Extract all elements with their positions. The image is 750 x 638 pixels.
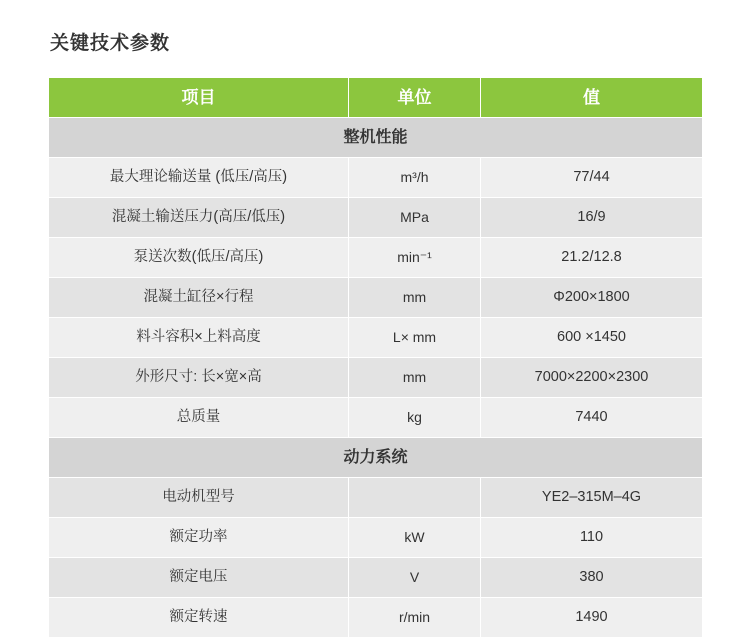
column-header-value: 值 <box>481 78 703 118</box>
table-section-row <box>49 438 703 478</box>
cell-item: 混凝土缸径×行程 <box>49 278 349 318</box>
table-body <box>49 118 703 638</box>
cell-item: 电动机型号 <box>49 478 349 518</box>
table-row <box>49 318 703 358</box>
table-section-label: 动力系统 <box>49 438 703 478</box>
cell-value: 21.2/12.8 <box>481 238 703 278</box>
cell-unit: kg <box>349 398 481 438</box>
cell-unit <box>349 478 481 518</box>
cell-unit: m³/h <box>349 158 481 198</box>
cell-item: 额定电压 <box>49 558 349 598</box>
cell-value: YE2–315M–4G <box>481 478 703 518</box>
cell-item: 料斗容积×上料高度 <box>49 318 349 358</box>
page-title: 关键技术参数 <box>50 33 171 54</box>
cell-value: Φ200×1800 <box>481 278 703 318</box>
cell-item: 额定功率 <box>49 518 349 558</box>
cell-unit: min⁻¹ <box>349 238 481 278</box>
cell-item: 总质量 <box>49 398 349 438</box>
cell-value: 77/44 <box>481 158 703 198</box>
cell-unit: mm <box>349 278 481 318</box>
column-header-unit: 单位 <box>349 78 481 118</box>
key-specifications-table <box>48 77 703 638</box>
table-section-label: 整机性能 <box>49 118 703 158</box>
cell-unit: L× mm <box>349 318 481 358</box>
table-header-row <box>49 78 703 118</box>
cell-unit: MPa <box>349 198 481 238</box>
cell-item: 泵送次数(低压/高压) <box>49 238 349 278</box>
table-row <box>49 478 703 518</box>
cell-unit: mm <box>349 358 481 398</box>
table-row <box>49 158 703 198</box>
cell-value: 380 <box>481 558 703 598</box>
table-row <box>49 198 703 238</box>
table-row <box>49 558 703 598</box>
table-row <box>49 238 703 278</box>
table-row <box>49 398 703 438</box>
cell-value: 16/9 <box>481 198 703 238</box>
cell-value: 7000×2200×2300 <box>481 358 703 398</box>
cell-item: 最大理论输送量 (低压/高压) <box>49 158 349 198</box>
cell-value: 1490 <box>481 598 703 638</box>
table-row <box>49 518 703 558</box>
cell-item: 外形尺寸: 长×宽×高 <box>49 358 349 398</box>
table-row <box>49 278 703 318</box>
cell-unit: r/min <box>349 598 481 638</box>
cell-unit: V <box>349 558 481 598</box>
cell-item: 混凝土输送压力(高压/低压) <box>49 198 349 238</box>
cell-value: 7440 <box>481 398 703 438</box>
cell-item: 额定转速 <box>49 598 349 638</box>
table-section-row <box>49 118 703 158</box>
table-row <box>49 358 703 398</box>
cell-value: 600 ×1450 <box>481 318 703 358</box>
table-row <box>49 598 703 638</box>
cell-value: 110 <box>481 518 703 558</box>
column-header-item: 项目 <box>49 78 349 118</box>
cell-unit: kW <box>349 518 481 558</box>
